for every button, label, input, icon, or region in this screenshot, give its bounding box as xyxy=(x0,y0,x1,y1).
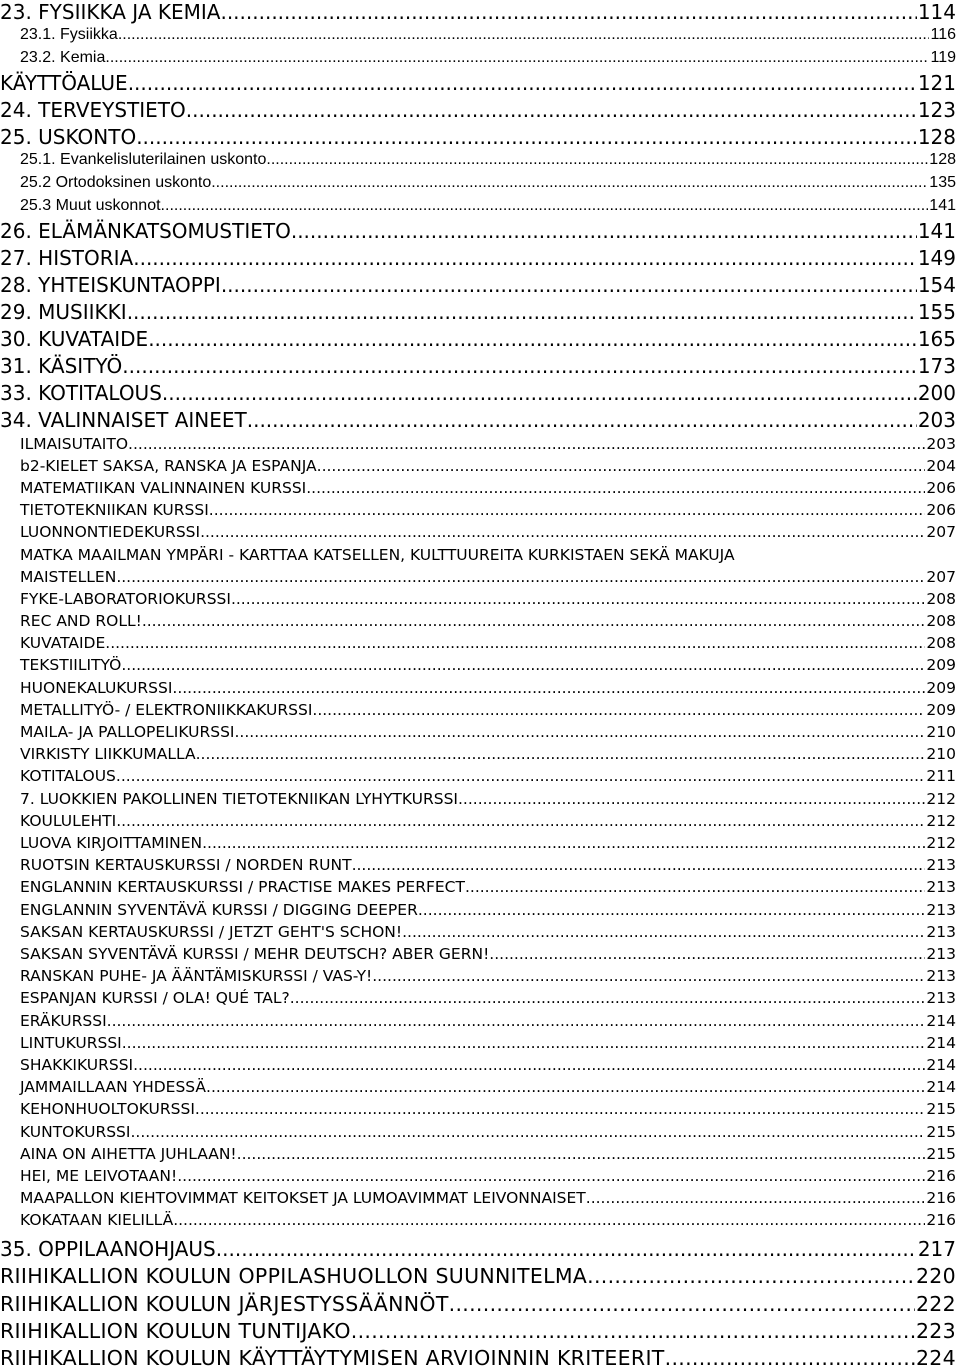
toc-entry-page-number: 214 xyxy=(926,1012,956,1030)
toc-entry[interactable] xyxy=(0,991,956,1007)
toc-entry[interactable] xyxy=(0,248,956,268)
toc-dot-leader xyxy=(116,769,926,785)
toc-dot-leader xyxy=(122,356,917,376)
toc-entry-label: FYKE-LABORATORIOKURSSI xyxy=(20,590,231,608)
toc-dot-leader xyxy=(418,903,926,919)
toc-entry[interactable] xyxy=(0,100,956,120)
toc-entry-page-number: 128 xyxy=(929,151,956,168)
toc-entry-page-number: 213 xyxy=(926,945,956,963)
toc-dot-leader xyxy=(116,570,925,586)
toc-entry-label: 23. FYSIIKKA JA KEMIA xyxy=(0,0,221,24)
toc-entry-label: KUNTOKURSSI xyxy=(20,1123,131,1141)
toc-dot-leader xyxy=(122,1036,926,1052)
toc-entry-page-number: 213 xyxy=(926,878,956,896)
toc-entry-page-number: 210 xyxy=(926,745,956,763)
toc-dot-leader xyxy=(105,50,929,66)
toc-entry-page-number: 141 xyxy=(929,197,956,214)
toc-dot-leader xyxy=(586,1191,926,1207)
toc-dot-leader xyxy=(372,969,925,985)
toc-entry[interactable] xyxy=(0,481,956,497)
toc-entry-page-number: 217 xyxy=(917,1237,956,1261)
toc-dot-leader xyxy=(172,681,925,697)
toc-entry-page-number: 214 xyxy=(926,1056,956,1074)
toc-entry-page-number: 206 xyxy=(926,501,956,519)
toc-entry-page-number: 173 xyxy=(917,354,956,378)
toc-entry[interactable] xyxy=(0,769,956,785)
toc-entry-label: KUVATAIDE xyxy=(20,634,106,652)
toc-entry[interactable] xyxy=(0,1147,956,1163)
toc-dot-leader xyxy=(105,636,925,652)
toc-entry-page-number: 216 xyxy=(926,1167,956,1185)
toc-entry-label: KOKATAAN KIELILLÄ xyxy=(20,1211,174,1229)
toc-entry-label: TIETOTEKNIIKAN KURSSI xyxy=(20,501,209,519)
toc-entry-label: 23.1. Fysiikka xyxy=(20,26,118,43)
toc-dot-leader xyxy=(211,175,928,191)
toc-dot-leader xyxy=(290,991,926,1007)
toc-entry-label: SAKSAN SYVENTÄVÄ KURSSI / MEHR DEUTSCH? ABER GERN! xyxy=(20,945,490,963)
toc-entry-page-number: 207 xyxy=(926,523,956,541)
toc-entry-label: RIIHIKALLION KOULUN TUNTIJAKO xyxy=(0,1319,351,1343)
toc-entry[interactable] xyxy=(0,383,956,403)
toc-dot-leader xyxy=(162,383,917,403)
toc-entry-page-number: 223 xyxy=(915,1319,956,1343)
toc-dot-leader xyxy=(449,1294,915,1315)
toc-entry-page-number: 208 xyxy=(926,634,956,652)
toc-dot-leader xyxy=(136,127,917,147)
toc-entry-label: LUONNONTIEDEKURSSI xyxy=(20,523,201,541)
toc-entry-label: LINTUKURSSI xyxy=(20,1034,122,1052)
toc-entry-page-number: 119 xyxy=(930,49,956,66)
toc-entry-label: RIIHIKALLION KOULUN JÄRJESTYSSÄÄNNÖT xyxy=(0,1292,449,1316)
toc-dot-leader xyxy=(220,2,916,22)
toc-dot-leader xyxy=(216,1239,917,1259)
toc-entry-label: 28. YHTEISKUNTAOPPI xyxy=(0,273,221,297)
toc-dot-leader xyxy=(306,481,925,497)
toc-entry[interactable] xyxy=(0,2,956,22)
toc-entry[interactable] xyxy=(0,703,956,719)
toc-entry-page-number: 209 xyxy=(926,656,956,674)
toc-entry-label: 23.2. Kemia xyxy=(20,49,106,66)
toc-dot-leader xyxy=(221,275,917,295)
toc-dot-leader xyxy=(118,27,930,43)
toc-entry-page-number: 213 xyxy=(926,923,956,941)
toc-entry-label: 35. OPPILAANOHJAUS xyxy=(0,1237,216,1261)
toc-entry-page-number: 208 xyxy=(926,590,956,608)
toc-entry[interactable] xyxy=(0,658,956,674)
toc-entry-page-number: 215 xyxy=(926,1100,956,1118)
toc-entry-page-number: 155 xyxy=(917,300,956,324)
toc-dot-leader xyxy=(312,703,925,719)
toc-dot-leader xyxy=(161,198,929,214)
toc-entry-label: 31. KÄSITYÖ xyxy=(0,354,123,378)
toc-entry-label: 24. TERVEYSTIETO xyxy=(0,98,186,122)
toc-entry[interactable] xyxy=(0,1191,956,1207)
toc-entry-page-number: 209 xyxy=(926,701,956,719)
toc-entry[interactable] xyxy=(0,836,956,852)
toc-entry[interactable] xyxy=(0,792,956,808)
toc-dot-leader xyxy=(116,814,925,830)
toc-entry[interactable] xyxy=(0,592,956,608)
toc-entry-label: MAISTELLEN xyxy=(20,568,117,586)
toc-dot-leader xyxy=(148,329,917,349)
toc-entry[interactable] xyxy=(0,329,956,349)
toc-dot-leader xyxy=(128,73,917,93)
toc-entry-page-number: 212 xyxy=(926,812,956,830)
toc-dot-leader xyxy=(465,880,925,896)
toc-entry-label: MATEMATIIKAN VALINNAINEN KURSSI xyxy=(20,479,307,497)
toc-entry[interactable] xyxy=(0,681,956,697)
toc-entry-label: JAMMAILLAAN YHDESSÄ xyxy=(20,1078,207,1096)
toc-entry-page-number: 213 xyxy=(926,856,956,874)
toc-entry-label: 25.2 Ortodoksinen uskonto xyxy=(20,174,212,191)
toc-entry-page-number: 116 xyxy=(930,26,956,43)
toc-entry-page-number: 121 xyxy=(917,71,956,95)
toc-entry-label: REC AND ROLL! xyxy=(20,612,142,630)
toc-dot-leader xyxy=(402,925,925,941)
toc-entry-page-number: 214 xyxy=(926,1078,956,1096)
toc-entry-label: ESPANJAN KURSSI / OLA! QUÉ TAL? xyxy=(20,989,290,1007)
toc-dot-leader xyxy=(186,100,917,120)
toc-dot-leader xyxy=(107,1014,926,1030)
toc-entry-page-number: 212 xyxy=(926,790,956,808)
toc-dot-leader xyxy=(235,725,926,741)
toc-dot-leader xyxy=(665,1348,915,1369)
toc-entry[interactable] xyxy=(0,636,956,652)
toc-dot-leader xyxy=(142,614,926,630)
toc-entry-page-number: 123 xyxy=(917,98,956,122)
toc-entry-label: HUONEKALUKURSSI xyxy=(20,679,173,697)
toc-entry-page-number: 212 xyxy=(926,834,956,852)
toc-entry[interactable] xyxy=(0,1266,956,1287)
toc-entry-page-number: 213 xyxy=(926,989,956,1007)
toc-entry-continuation-line: MATKA MAAILMAN YMPÄRI - KARTTAA KATSELLEN, KULTTUUREITA KURKISTAEN SEKÄ MAKUJA xyxy=(20,546,735,564)
toc-dot-leader xyxy=(266,152,928,168)
toc-entry[interactable] xyxy=(0,814,956,830)
toc-entry-label: ENGLANNIN SYVENTÄVÄ KURSSI / DIGGING DEEPER xyxy=(20,901,418,919)
toc-entry[interactable] xyxy=(0,27,956,43)
toc-entry[interactable] xyxy=(0,221,956,241)
toc-entry-page-number: 165 xyxy=(917,327,956,351)
toc-entry[interactable] xyxy=(0,570,956,586)
toc-entry-page-number: 222 xyxy=(915,1292,956,1316)
toc-dot-leader xyxy=(587,1266,915,1287)
toc-entry[interactable] xyxy=(0,725,956,741)
toc-entry[interactable] xyxy=(0,275,956,295)
toc-entry-label: RANSKAN PUHE- JA ÄÄNTÄMISKURSSI / VAS-Y! xyxy=(20,967,373,985)
toc-entry-page-number: 207 xyxy=(926,568,956,586)
toc-entry-page-number: 214 xyxy=(926,1034,956,1052)
toc-entry-label: 26. ELÄMÄNKATSOMUSTIETO xyxy=(0,219,291,243)
toc-entry[interactable] xyxy=(0,1348,956,1369)
toc-dot-leader xyxy=(489,947,925,963)
toc-entry-page-number: 128 xyxy=(917,125,956,149)
toc-entry-page-number: 224 xyxy=(915,1346,956,1370)
toc-dot-leader xyxy=(196,747,926,763)
toc-entry-page-number: 209 xyxy=(926,679,956,697)
toc-dot-leader xyxy=(133,248,917,268)
toc-entry-page-number: 114 xyxy=(917,0,956,24)
toc-dot-leader xyxy=(130,1125,925,1141)
toc-entry[interactable] xyxy=(0,525,956,541)
toc-entry-page-number: 220 xyxy=(915,1264,956,1288)
toc-entry-label: b2-KIELET SAKSA, RANSKA JA ESPANJA xyxy=(20,457,317,475)
toc-entry-page-number: 141 xyxy=(917,219,956,243)
toc-entry[interactable] xyxy=(0,152,956,168)
toc-entry-page-number: 213 xyxy=(926,901,956,919)
toc-entry[interactable] xyxy=(0,880,956,896)
toc-entry[interactable] xyxy=(0,175,956,191)
toc-entry-page-number: 216 xyxy=(926,1189,956,1207)
toc-entry-page-number: 135 xyxy=(929,174,956,191)
toc-entry[interactable] xyxy=(0,858,956,874)
toc-entry[interactable] xyxy=(0,747,956,763)
toc-entry-page-number: 210 xyxy=(926,723,956,741)
toc-entry[interactable] xyxy=(0,1169,956,1185)
toc-dot-leader xyxy=(127,302,917,322)
toc-entry-label: 25.3 Muut uskonnot xyxy=(20,197,161,214)
toc-dot-leader xyxy=(133,1058,925,1074)
toc-entry-label: KOTITALOUS xyxy=(20,767,116,785)
toc-entry-label: 7. LUOKKIEN PAKOLLINEN TIETOTEKNIIKAN LYHYTKURSSI xyxy=(20,790,458,808)
toc-entry-page-number: 204 xyxy=(926,457,956,475)
toc-entry[interactable] xyxy=(0,1036,956,1052)
toc-entry-label: HEI, ME LEIVOTAAN! xyxy=(20,1167,178,1185)
toc-entry-label: RIIHIKALLION KOULUN OPPILASHUOLLON SUUNNITELMA xyxy=(0,1264,588,1288)
toc-entry-label: 29. MUSIIKKI xyxy=(0,300,127,324)
toc-entry[interactable] xyxy=(0,1058,956,1074)
toc-dot-leader xyxy=(173,1213,925,1229)
toc-entry[interactable] xyxy=(0,614,956,630)
toc-entry-page-number: 154 xyxy=(917,273,956,297)
toc-dot-leader xyxy=(206,1080,925,1096)
toc-entry[interactable] xyxy=(0,1239,956,1259)
toc-dot-leader xyxy=(291,221,917,241)
toc-entry[interactable] xyxy=(0,410,956,430)
toc-entry[interactable] xyxy=(0,947,956,963)
toc-entry-label: RIIHIKALLION KOULUN KÄYTTÄYTYMISEN ARVIOINNIN KRITEERIT xyxy=(0,1346,665,1370)
toc-entry[interactable] xyxy=(0,50,956,66)
toc-entry-label: MAAPALLON KIEHTOVIMMAT KEITOKSET JA LUMOAVIMMAT LEIVONNAISET xyxy=(20,1189,586,1207)
toc-dot-leader xyxy=(202,836,925,852)
toc-entry-page-number: 203 xyxy=(926,435,956,453)
toc-entry-label: 30. KUVATAIDE xyxy=(0,327,149,351)
toc-entry[interactable] xyxy=(0,1294,956,1315)
toc-entry[interactable] xyxy=(0,437,956,453)
toc-dot-leader xyxy=(237,1147,926,1163)
toc-entry-label: LUOVA KIRJOITTAMINEN xyxy=(20,834,203,852)
toc-entry-page-number: 203 xyxy=(917,408,956,432)
toc-dot-leader xyxy=(177,1169,925,1185)
toc-dot-leader xyxy=(458,792,925,808)
toc-entry-label: 25.1. Evankelisluterilainen uskonto xyxy=(20,151,267,168)
toc-entry[interactable] xyxy=(0,1102,956,1118)
toc-entry[interactable] xyxy=(0,198,956,214)
toc-dot-leader xyxy=(209,503,926,519)
toc-entry[interactable] xyxy=(0,503,956,519)
toc-dot-leader xyxy=(351,1321,915,1342)
toc-entry-page-number: 206 xyxy=(926,479,956,497)
toc-entry-label: ENGLANNIN KERTAUSKURSSI / PRACTISE MAKES PERFECT xyxy=(20,878,465,896)
toc-dot-leader xyxy=(195,1102,926,1118)
toc-entry-label: 27. HISTORIA xyxy=(0,246,134,270)
toc-dot-leader xyxy=(247,410,917,430)
toc-dot-leader xyxy=(121,658,925,674)
toc-entry[interactable] xyxy=(0,903,956,919)
toc-entry-page-number: 149 xyxy=(917,246,956,270)
toc-entry[interactable] xyxy=(0,356,956,376)
toc-entry-label: KÄYTTÖALUE xyxy=(0,71,128,95)
toc-entry[interactable] xyxy=(0,925,956,941)
toc-entry-label: TEKSTIILITYÖ xyxy=(20,656,122,674)
toc-entry[interactable] xyxy=(0,1321,956,1342)
toc-entry-page-number: 215 xyxy=(926,1145,956,1163)
toc-entry[interactable] xyxy=(0,1213,956,1229)
toc-entry-label: VIRKISTY LIIKKUMALLA xyxy=(20,745,196,763)
toc-entry-label: SHAKKIKURSSI xyxy=(20,1056,134,1074)
toc-entry[interactable] xyxy=(0,73,956,93)
toc-entry-label: SAKSAN KERTAUSKURSSI / JETZT GEHT'S SCHON! xyxy=(20,923,403,941)
toc-dot-leader xyxy=(200,525,925,541)
toc-dot-leader xyxy=(352,858,926,874)
toc-entry-label: KOULULEHTI xyxy=(20,812,117,830)
toc-entry-page-number: 215 xyxy=(926,1123,956,1141)
toc-entry-label: KEHONHUOLTOKURSSI xyxy=(20,1100,195,1118)
toc-entry[interactable] xyxy=(0,302,956,322)
toc-entry-label: AINA ON AIHETTA JUHLAAN! xyxy=(20,1145,237,1163)
toc-entry-label: RUOTSIN KERTAUSKURSSI / NORDEN RUNT xyxy=(20,856,352,874)
toc-entry-page-number: 213 xyxy=(926,967,956,985)
toc-entry[interactable] xyxy=(0,1014,956,1030)
toc-entry-page-number: 200 xyxy=(917,381,956,405)
toc-entry-page-number: 216 xyxy=(926,1211,956,1229)
toc-entry-page-number: 208 xyxy=(926,612,956,630)
toc-entry[interactable] xyxy=(0,1125,956,1141)
toc-entry-page-number: 211 xyxy=(926,767,956,785)
toc-entry-label: 25. USKONTO xyxy=(0,125,137,149)
toc-entry[interactable] xyxy=(0,1080,956,1096)
toc-entry[interactable] xyxy=(0,969,956,985)
toc-entry-label: MAILA- JA PALLOPELIKURSSI xyxy=(20,723,235,741)
toc-dot-leader xyxy=(317,459,926,475)
toc-dot-leader xyxy=(231,592,925,608)
toc-entry-label: ILMAISUTAITO xyxy=(20,435,129,453)
toc-entry-label: METALLITYÖ- / ELEKTRONIIKKAKURSSI xyxy=(20,701,313,719)
toc-entry-label: 34. VALINNAISET AINEET xyxy=(0,408,247,432)
toc-dot-leader xyxy=(128,437,925,453)
toc-entry-label: ERÄKURSSI xyxy=(20,1012,107,1030)
toc-entry[interactable] xyxy=(0,127,956,147)
toc-entry[interactable] xyxy=(0,459,956,475)
toc-entry-label: 33. KOTITALOUS xyxy=(0,381,162,405)
